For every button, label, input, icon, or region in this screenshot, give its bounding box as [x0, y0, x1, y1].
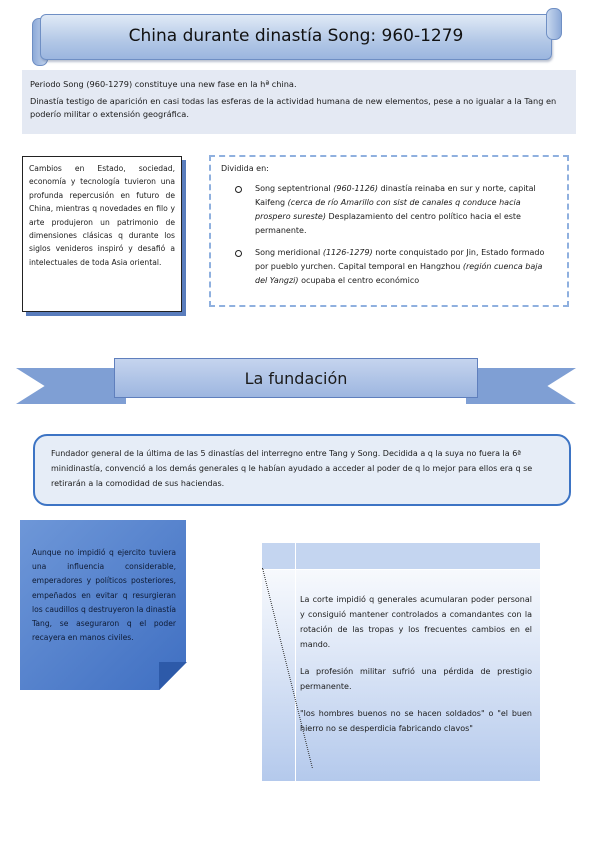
section-heading: La fundación [244, 369, 348, 388]
founding-box: Fundador general de la última de las 5 dinastías del interregno entre Tang y Song. Decidida a q la suya no fuera la 6ª minidinastía, convenció a los demás generales q le habían ayudado a acceder al poder de q lo mejor para ellos era q se retirarán a la comodidad de sus haciendas. [33, 434, 571, 506]
ribbon-band [114, 358, 478, 398]
period-text-continued: Desplazamiento del centro político hacia el este permanente. [255, 212, 521, 235]
scroll-right-curl [546, 8, 562, 40]
period-name: Song septentrional [255, 184, 331, 193]
period-text: dinastía reinaba en sur y norte, capital Kaifeng [255, 184, 536, 207]
list-item [255, 182, 557, 238]
table-content [300, 592, 532, 748]
ribbon-tail-right [466, 368, 576, 404]
intro-paragraph-2: Dinastía testigo de aparición en casi todas las esferas de la actividad humana de new elementos, pese a no igualar a la Tang en poderío militar o extensión geográfica. [30, 96, 557, 119]
intro-block [22, 70, 576, 134]
note-fold-corner [159, 662, 187, 690]
list-item [255, 246, 557, 288]
intro-paragraph-1: Periodo Song (960-1279) constituye una new fase en la hª china. [30, 79, 297, 89]
divided-box [209, 155, 569, 307]
period-note: (región cuenca baja del Yangzi) [255, 262, 543, 285]
table-cell: "los hombres buenos no se hacen soldados" o "el buen hierro no se desperdicia fabricando clavos" [300, 709, 532, 733]
page-title: China durante dinastía Song: 960-1279 [128, 26, 464, 46]
divided-heading: Dividida en: [221, 164, 269, 173]
note-text: Aunque no impidió q ejercito tuviera una influencia considerable, emperadores y políticos posteriores, empeñados en evitar q resurgieran los caudillos q destruyeron la dinastía Tang, se aseguraron q el poder recayera en manos civiles. [32, 548, 176, 643]
period-dates: (960-1126) [333, 184, 379, 193]
period-text-continued: ocupaba el centro económico [301, 276, 420, 285]
table-cell: La profesión militar sufrió una pérdida de prestigio permanente. [300, 667, 532, 691]
period-note: (cerca de río Amarillo con sist de canales q conduce hacia prospero sureste) [255, 198, 521, 221]
title-banner [40, 14, 552, 60]
period-dates: (1126-1279) [322, 248, 373, 257]
divided-list [221, 182, 557, 288]
period-text: norte conquistado por Jin, Estado formado por pueblo yurchen. Capital temporal en Hangzhou [255, 248, 545, 271]
circle-bullet-icon [235, 186, 242, 193]
changes-box: Cambios en Estado, sociedad, economía y tecnología tuvieron una profunda repercusión en futuro de China, mientras q novedades en filo y arte produjeron un patrimonio de dimensiones clásicas q durante los siglos venideros inspiró y desafió a intelectuales de toda Asia oriental. [22, 156, 182, 312]
ribbon-tail-left [16, 368, 126, 404]
table-header-row [262, 543, 540, 569]
table-cell: La corte impidió q generales acumularan poder personal y consiguió mantener controlados a comandantes con la rotación de las tropas y los frecuentes cambios en el mando. [300, 595, 532, 649]
circle-bullet-icon [235, 250, 242, 257]
period-name: Song meridional [255, 248, 321, 257]
section-ribbon [16, 358, 576, 410]
